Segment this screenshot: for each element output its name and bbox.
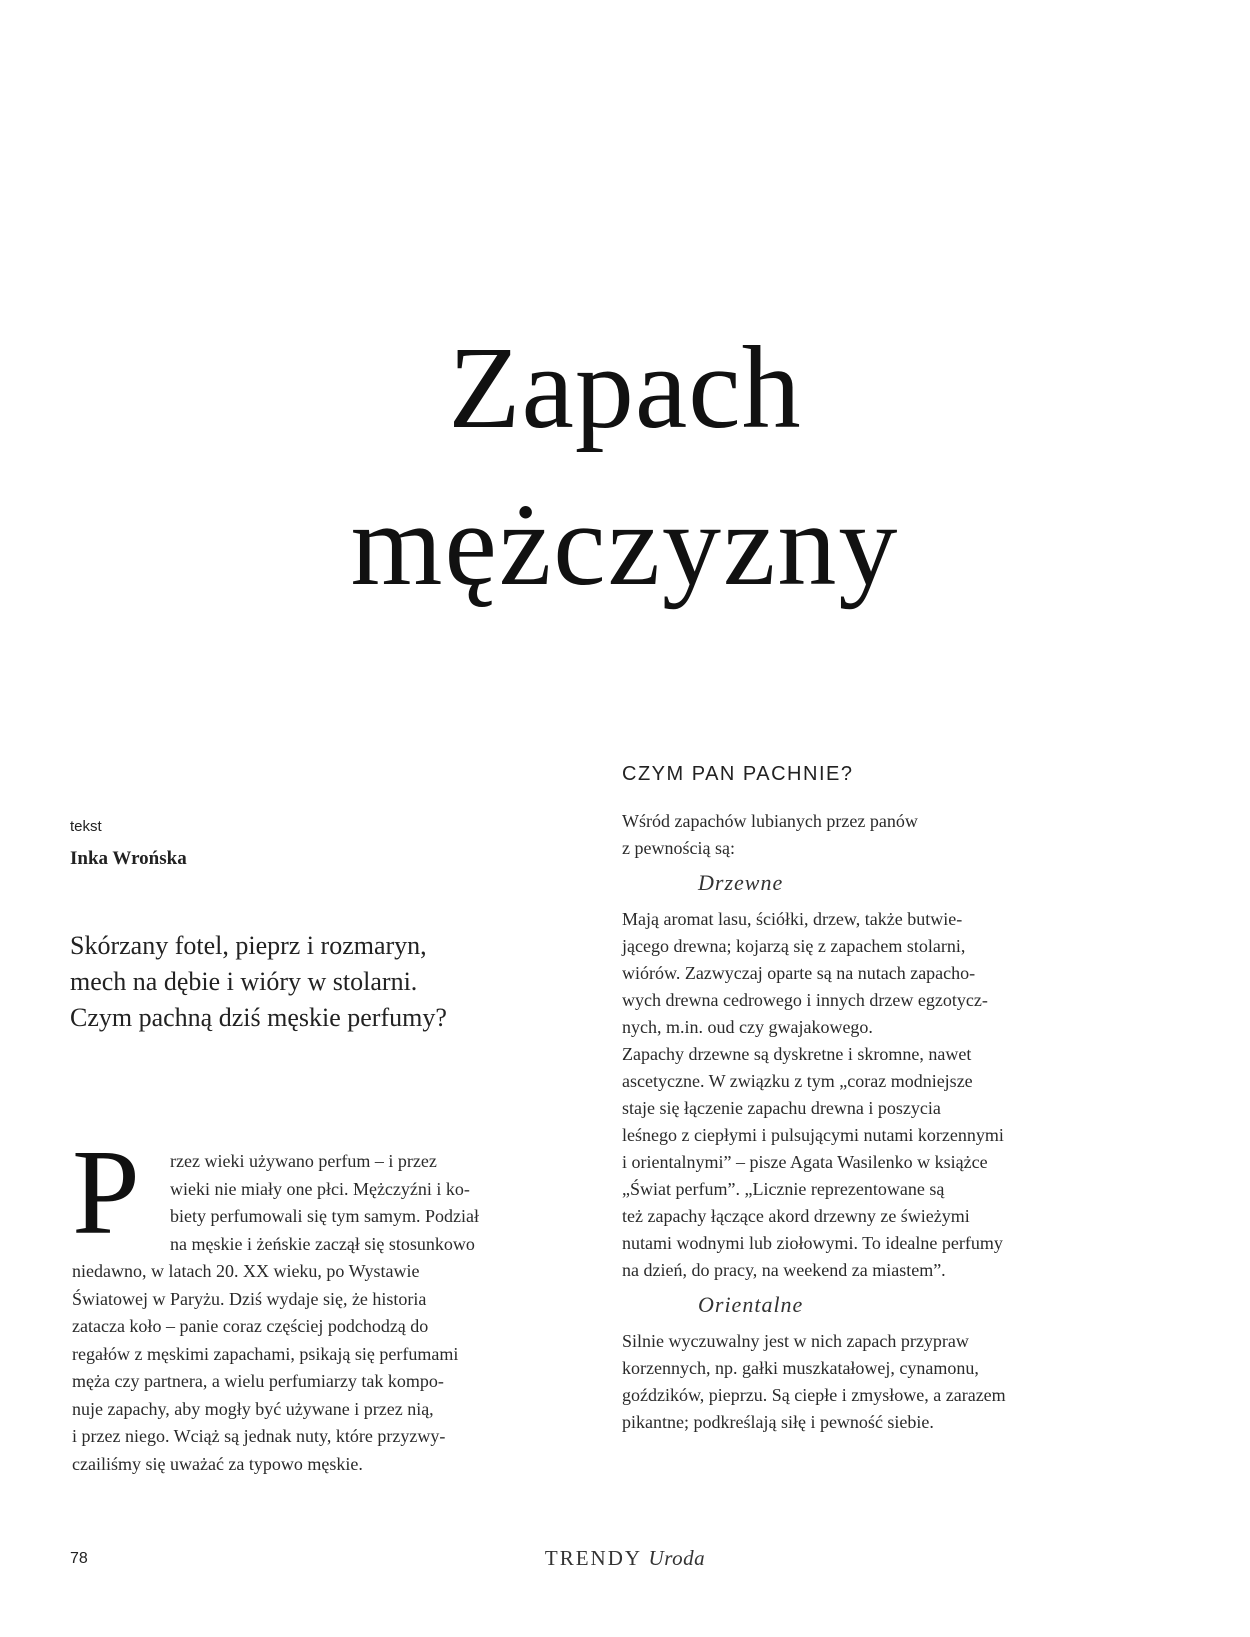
woody-line: i orientalnymi” – pisze Agata Wasilenko w książce — [622, 1152, 988, 1172]
oriental-paragraph — [622, 1328, 1142, 1436]
drop-cap: P — [72, 1125, 140, 1260]
woody-line: jącego drewna; kojarzą się z zapachem stolarni, — [622, 936, 966, 956]
oriental-line: Silnie wyczuwalny jest w nich zapach przypraw — [622, 1331, 969, 1351]
woody-line: „Świat perfum”. „Licznie reprezentowane są — [622, 1179, 945, 1199]
lead-line: mech na dębie i wióry w stolarni. — [70, 967, 418, 996]
magazine-section: Uroda — [648, 1546, 706, 1570]
woody-line: Zapachy drzewne są dyskretne i skromne, nawet — [622, 1044, 972, 1064]
woody-line: Mają aromat lasu, ściółki, drzew, także butwie- — [622, 909, 963, 929]
article-title-line-2: mężczyzny — [350, 479, 900, 610]
body-line: rzez wieki używano perfum – i przez — [170, 1151, 437, 1171]
subhead-oriental: Orientalne — [698, 1292, 804, 1317]
page-number: 78 — [70, 1550, 88, 1567]
intro-line: Wśród zapachów lubianych przez panów — [622, 811, 918, 831]
body-line: nuje zapachy, aby mogły być używane i przez nią, — [72, 1398, 434, 1419]
body-line: na męskie i żeńskie zaczął się stosunkowo — [170, 1233, 475, 1254]
byline-author: Inka Wrońska — [70, 848, 187, 869]
body-line: czailiśmy się uważać za typowo męskie. — [72, 1453, 363, 1474]
body-line: biety perfumowali się tym samym. Podział — [170, 1206, 479, 1226]
woody-line: leśnego z ciepłymi i pulsującymi nutami korzennymi — [622, 1125, 1004, 1145]
sidebar-column — [622, 760, 1142, 1436]
oriental-line: goździków, pieprzu. Są ciepłe i zmysłowe, a zarazem — [622, 1385, 1006, 1405]
intro-line: z pewnością są: — [622, 838, 735, 858]
body-text — [72, 1148, 592, 1478]
body-line: i przez niego. Wciąż są jednak nuty, które przyzwy- — [72, 1426, 446, 1446]
woody-line: na dzień, do pracy, na weekend za miastem”. — [622, 1260, 946, 1280]
lead-paragraph — [70, 928, 570, 1036]
woody-line: też zapachy łączące akord drzewny ze świeżymi — [622, 1206, 970, 1226]
woody-line: wych drewna cedrowego i innych drzew egzotycz- — [622, 990, 988, 1010]
woody-line: ascetyczne. W związku z tym „coraz modniejsze — [622, 1071, 973, 1091]
magazine-name: TRENDY — [544, 1546, 642, 1570]
magazine-footer — [0, 1546, 1250, 1571]
oriental-line: pikantne; podkreślają siłę i pewność siebie. — [622, 1412, 934, 1432]
woody-line: nych, m.in. oud czy gwajakowego. — [622, 1017, 873, 1037]
lead-line: Skórzany fotel, pieprz i rozmaryn, — [70, 931, 427, 960]
body-line: Światowej w Paryżu. Dziś wydaje się, że historia — [72, 1288, 427, 1309]
oriental-line: korzennych, np. gałki muszkatałowej, cynamonu, — [622, 1358, 979, 1378]
sidebar-intro — [622, 808, 1142, 862]
body-line: regałów z męskimi zapachami, psikają się perfumami — [72, 1343, 459, 1364]
woody-line: staje się łączenie zapachu drewna i poszycia — [622, 1098, 941, 1118]
byline-label: tekst — [70, 818, 102, 835]
lead-line: Czym pachną dziś męskie perfumy? — [70, 1003, 447, 1032]
article-title-line-1: Zapach — [448, 322, 802, 453]
woody-line: nutami wodnymi lub ziołowymi. To idealne perfumy — [622, 1233, 1003, 1253]
woody-paragraph — [622, 906, 1142, 1284]
body-line: męża czy partnera, a wielu perfumiarzy tak kompo- — [72, 1371, 444, 1391]
subhead-woody: Drzewne — [698, 870, 784, 895]
body-line: zatacza koło – panie coraz częściej podchodzą do — [72, 1316, 429, 1336]
woody-line: wiórów. Zazwyczaj oparte są na nutach zapacho- — [622, 963, 976, 983]
sidebar-heading: CZYM PAN PACHNIE? — [622, 763, 854, 785]
body-line: wieki nie miały one płci. Mężczyźni i ko- — [170, 1178, 470, 1199]
body-line: niedawno, w latach 20. XX wieku, po Wystawie — [72, 1261, 420, 1281]
